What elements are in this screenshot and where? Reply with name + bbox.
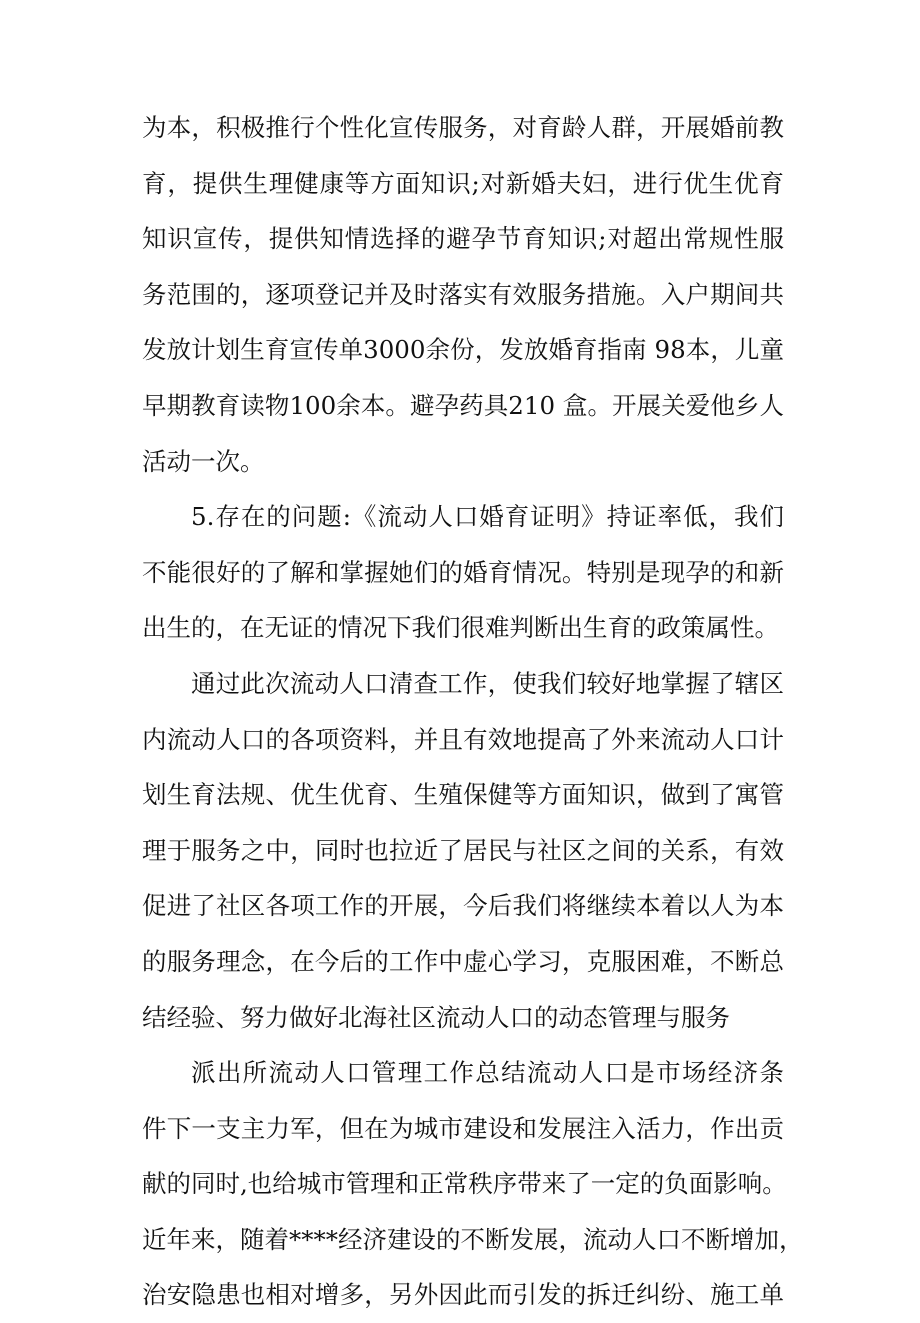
text-line: 件下一支主力军，但在为城市建设和发展注入活力，作出贡 [142, 1113, 784, 1143]
text-line: 内流动人口的各项资料，并且有效地提高了外来流动人口计 [142, 724, 784, 754]
text-line: 为本，积极推行个性化宣传服务，对育龄人群，开展婚前教 [142, 113, 784, 142]
text-line: 治安隐患也相对增多，另外因此而引发的拆迁纠纷、施工单 [142, 1280, 784, 1310]
text-line: 活动一次。 [142, 446, 265, 476]
text-line: 的服务理念，在今后的工作中虚心学习，克服困难，不断总 [142, 946, 784, 976]
paragraph-first-line: 通过此次流动人口清查工作，使我们较好地掌握了辖区 [191, 668, 784, 698]
text-line: 划生育法规、优生优育、生殖保健等方面知识，做到了寓管 [142, 780, 784, 810]
text-line: 献的同时,也给城市管理和正常秩序带来了一定的负面影响。 [142, 1169, 787, 1199]
text-line: 近年来，随着****经济建设的不断发展，流动人口不断增加， [142, 1224, 804, 1254]
text-line: 发放计划生育宣传单3000余份，发放婚育指南 98本，儿童 [142, 335, 784, 365]
paragraph-first-line: 派出所流动人口管理工作总结流动人口是市场经济条 [191, 1058, 784, 1088]
text-line: 育，提供生理健康等方面知识;对新婚夫妇，进行优生优育 [142, 168, 784, 198]
text-line: 促进了社区各项工作的开展，今后我们将继续本着以人为本 [142, 891, 784, 921]
text-line: 知识宣传，提供知情选择的避孕节育知识;对超出常规性服 [142, 224, 784, 254]
text-line: 务范围的，逐项登记并及时落实有效服务措施。入户期间共 [142, 279, 784, 309]
text-line: 早期教育读物100余本。避孕药具210 盒。开展关爱他乡人 [142, 390, 784, 420]
document-body-text [142, 100, 804, 1323]
paragraph-first-line: 5.存在的问题:《流动人口婚育证明》持证率低，我们 [191, 502, 784, 532]
text-line: 结经验、努力做好北海社区流动人口的动态管理与服务 [142, 1002, 730, 1032]
text-line: 理于服务之中，同时也拉近了居民与社区之间的关系，有效 [142, 835, 784, 865]
text-line: 出生的，在无证的情况下我们很难判断出生育的政策属性。 [142, 613, 779, 643]
text-line: 不能很好的了解和掌握她们的婚育情况。特别是现孕的和新 [142, 557, 784, 587]
